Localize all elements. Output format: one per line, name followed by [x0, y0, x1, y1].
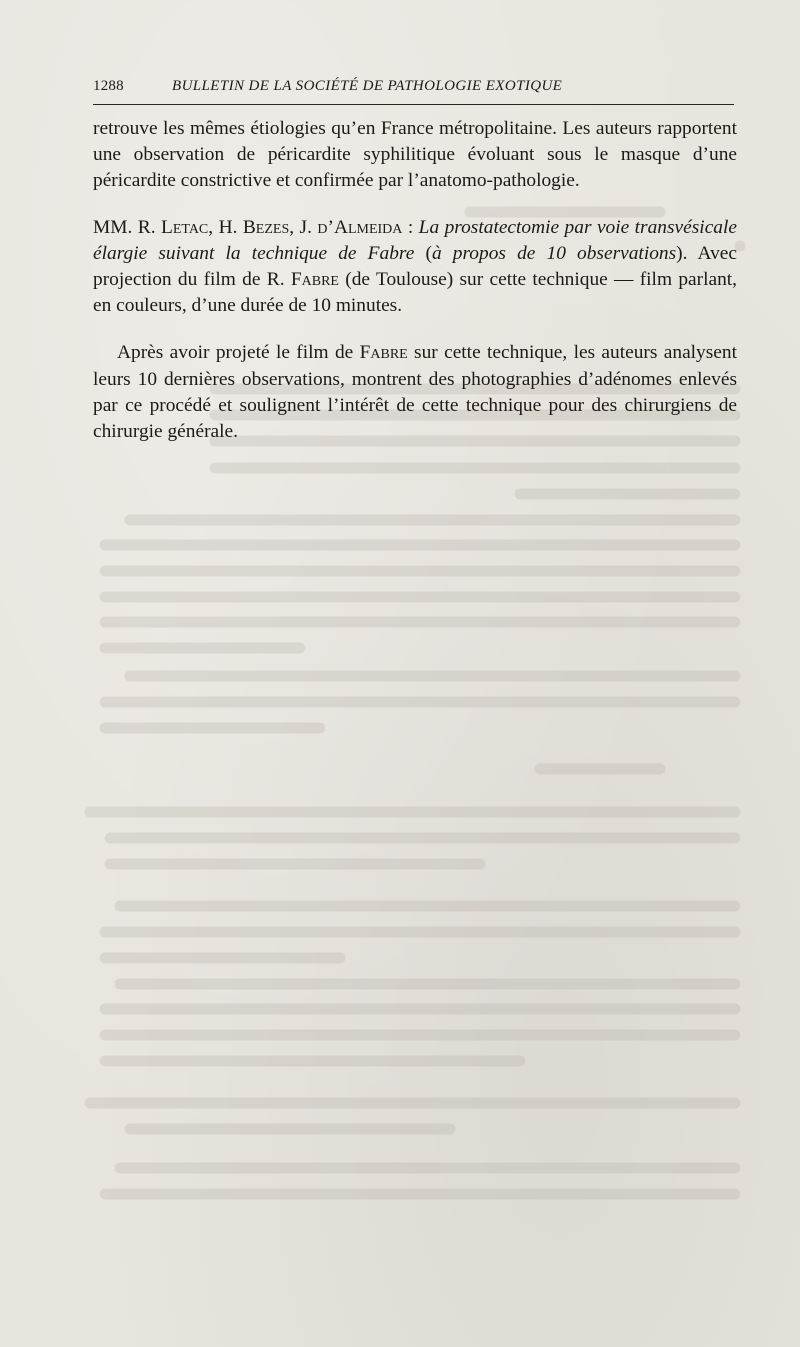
author-surname: Letac [161, 216, 209, 238]
communication-subtitle: à propos de 10 observations [431, 242, 677, 264]
discussion-paragraph: Après avoir projeté le film de Fabre sur cette technique, les auteurs analysent leurs 10 dernières observations, montrent des photographies d’adénomes enlevés par ce procédé et soulignent l’intérêt de cette technique pour des chirurgiens de chirurgie générale. [93, 342, 737, 443]
continued-paragraph: retrouve les mêmes étiologies qu’en France métropolitaine. Les auteurs rapportent une observation de péricardite syphilitique évoluant sous le masque d’une péricardite constrictive et confirmée par l’anatomo-pathologie. [93, 118, 737, 192]
body-text [93, 116, 737, 445]
person-surname: Fabre [290, 269, 339, 291]
page-number: 1288 [93, 78, 124, 94]
author-surname: Bezes [242, 216, 290, 238]
person-surname: Fabre [359, 342, 408, 364]
communication-title: La prostatectomie par voie transvésicale élargie suivant la technique de Fabre [93, 216, 737, 264]
author-surname: d’Almeida [317, 216, 403, 238]
header-rule [93, 104, 734, 105]
communication-paragraph: MM. R. Letac, H. Bezes, J. d’Almeida : La prostatectomie par voie transvésicale élargie suivant la technique de Fabre (à propos de 10 observations). Avec projection du film de R. Fabre (de Toulouse) sur cette technique — film parlant, en couleurs, d’une durée de 10 minutes. [93, 216, 738, 317]
running-title: BULLETIN DE LA SOCIÉTÉ DE PATHOLOGIE EXOTIQUE [172, 78, 563, 94]
authors-prefix: MM. R. [93, 216, 161, 238]
page-header [93, 78, 734, 100]
